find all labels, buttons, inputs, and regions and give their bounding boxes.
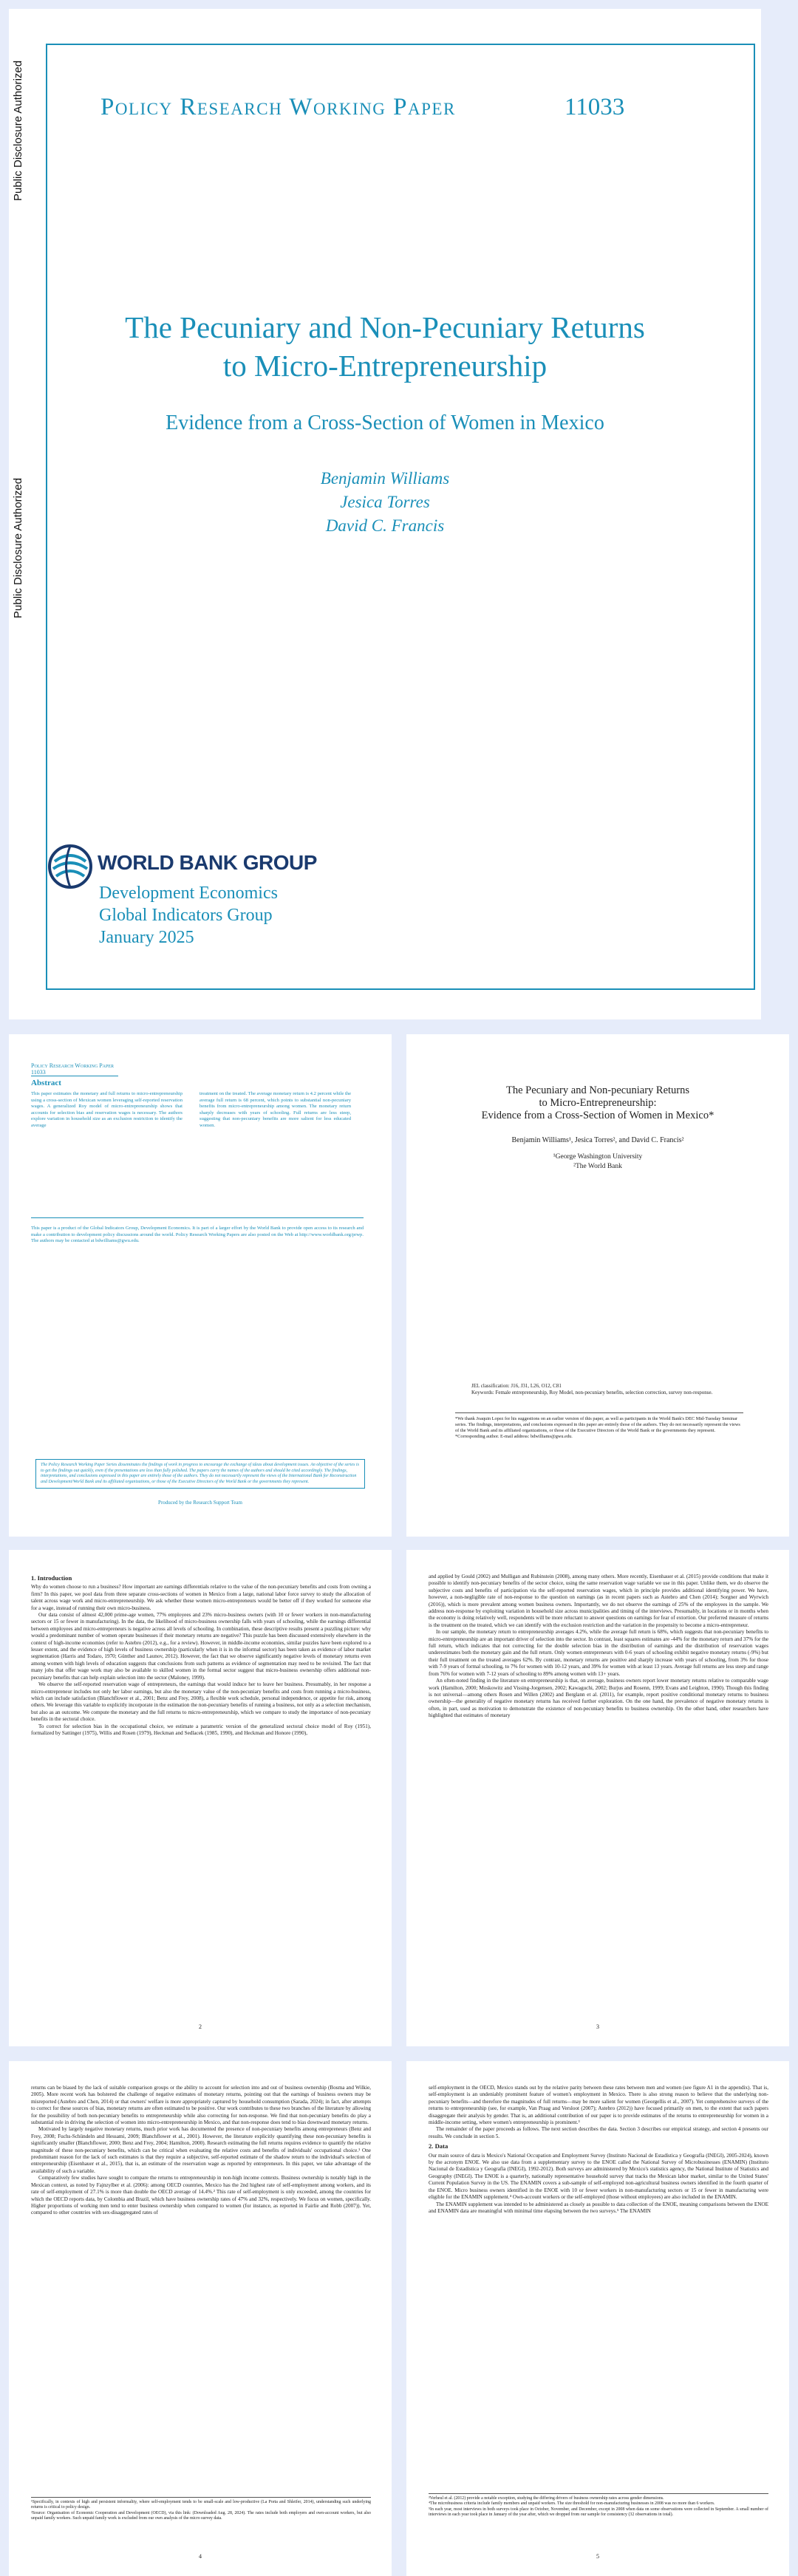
page-5-body xyxy=(429,2085,768,2215)
department-line-2: Global Indicators Group xyxy=(99,906,273,925)
footnote: ⁴The microbusiness criteria include family members and unpaid workers. The size threshold for non-manufacturing businesses in 2008 was no more than 6 workers. xyxy=(429,2501,715,2507)
page-4-footnotes xyxy=(31,2497,371,2522)
disclosure-label-top: Public Disclosure Authorized xyxy=(12,60,24,201)
cover-authors xyxy=(9,467,761,538)
paragraph: self-employment in the OECD, Mexico stands out by the relative parity between these rates between men and women (see figure A1 in the appendix). That is, self-employment is an undeniably prominent feature of women's employment in Mexico. There is also strong reason to believe that the underlying non-pecuniary benefits—and therefore the magnitudes of full returns—may be more salient for women (Georgellis et al., 2007). Yet comprehensive surveys of the returns to entrepreneurship (see, for example, Van Praag and Versloot (2007); Astebro (2012)) have focused primarily on men, to the extent that such papers disaggregate their analysis by gender. That is, an additional contribution of our paper is to provide estimates of the returns to entrepreneurship for women in a middle-income setting, where women's entrepreneurship is prominent.³ xyxy=(429,2085,768,2126)
paragraph: To correct for selection bias in the occupational choice, we estimate a parametric version of the generalized sectoral choice model of Roy (1951), formalized by Sattinger (1975), Willis and Rosen (1979), Heckman and Sedlacek (1985, 1990), and Heckman and Honore (1990), xyxy=(31,1723,371,1736)
cover-title xyxy=(9,308,761,385)
paragraph: The ENAMIN supplement was intended to be administered as closely as possible to data collection of the ENOE, meaning comparisons between the ENOE and ENAMIN data are meaningful with minimal time elapsing between the two surveys.⁵ The ENAMIN xyxy=(429,2201,768,2214)
paragraph: Motivated by largely negative monetary returns, much prior work has documented the presence of non-pecuniary benefits among entrepreneurs (Benz and Frey, 2008; Fuchs-Schündeln and Hessami, 2009; Blanchflower et al., 2001). However, the literature explicitly quantifying these non-pecuniary benefits is significantly smaller (Blanchflower, 2000; Benz and Frey, 2004; Hamilton, 2000). Research estimating the full returns requires evidence to quantify the relative magnitude of these non-pecuniary benefits, which can be critical when evaluating the relative costs and benefits of individuals' occupational choice.¹ One predominant reason for the lack of such estimates is that they require a subjective, self-reported estimate of the shadow return to the individual's selection of entrepreneurship (Eisenhauer et al., 2015), that is, an estimate of the reservation wage as reported by entrepreneurs. In this paper, we take advantage of the availability of such a variable. xyxy=(31,2126,371,2174)
paragraph: Why do women choose to run a business? How important are earnings differentials relative to the value of the non-pecuniary benefits and costs from owning a firm? In this paper, we pool data from three separate cross-sections of women in Mexico from a large, national labor force survey to study the allocation of talent across wage work and micro-entrepreneurship. We ask whether these women micro-entrepreneurs would be better off if they worked for someone else for a wage, instead of running their own micro-business. xyxy=(31,1584,371,1611)
paper-authors: Benjamin Williams¹, Jesica Torres², and David C. Francis² xyxy=(511,1136,684,1144)
page-3-body xyxy=(429,1574,768,1720)
author-1: Benjamin Williams xyxy=(320,469,450,488)
abstract-header: Policy Research Working Paper 11033 xyxy=(31,1062,118,1076)
page-2-body xyxy=(31,1574,371,1737)
paragraph: The remainder of the paper proceeds as follows. The next section describes the data. Section 3 describes our empirical strategy, and section 4 presents our results. We conclude in section 5. xyxy=(429,2126,768,2139)
title-footnotes xyxy=(455,1412,743,1440)
paragraph: We observe the self-reported reservation wage of entrepreneurs, the earnings that would induce her to leave her business. Presumably, in her response a micro-entrepreneur includes not only her labor earnings, but also the monetary value of the non-pecuniary benefits and costs from running a micro-business, which can include satisfaction (Blanchflower et al., 2001; Benz and Frey, 2008), a flexible work schedule, personal independence, or appetite for risk, among others. We leverage this variable to explicitly incorporate in the estimation the non-pecuniary benefits of running a business, not only as a selection mechanism, but also as an outcome. We compute the monetary and the full returns to micro-entrepreneurship, which we compare to study the importance of non-pecuniary benefits in the sectoral choice. xyxy=(31,1681,371,1723)
produced-by: Produced by the Research Support Team xyxy=(158,1500,242,1506)
affiliation-1: ¹George Washington University xyxy=(553,1153,643,1161)
paper-title-line1: The Pecuniary and Non-pecuniary Returns xyxy=(505,1084,690,1096)
paragraph: An often-noted finding in the literature on entrepreneurship is that, on average, business owners report lower monetary returns relative to comparable wage work (Hamilton, 2000; Moskowitz and Vissing-Jorgensen, 2002; Kawaguchi, 2002; Burjus and Rosenn, 1999; Evans and Leighton, 1990). Though this finding is not universal—among others Rosen and Willen (2002) and Berglann et al. (2011), for example, report positive conditional monetary returns to business ownership—the generality of negative monetary returns has received further exploration. On the one hand, the prevalence of negative monetary returns is often, in part, used as motivation to demonstrate the existence of non-pecuniary benefits to business ownership. On the other hand, other researchers have highlighted that estimates of monetary xyxy=(429,1678,768,1719)
paragraph: and applied by Gould (2002) and Mulligan and Rubinstein (2008), among many others. More recently, Eisenhauer et al. (2015) provide conditions that make it possible to identify non-pecuniary benefits of the sector choice, using the same reservation wage variable we use in this paper. Unlike them, we do observe the subjective costs and benefits of participation via the self-reported reservation wages, which in principle provides additional identifying power. We have, however, a non-negligible rate of non-response to the question on earnings (as in recent papers such as Astebro and Chen (2014); Sorgner and Wyrwich (2016)), which is more prevalent among women business owners. Importantly, we do not observe the earnings of 25% of the employees in the sample. We address non-response by exploiting variation in household size across municipalities and timing of the interviews. Presumably, in locations or in months when the economy is doing relatively well, respondents will be more reluctant to answer questions on earnings for fear of extortion. Our preferred measure of returns is the treatment on the treated, which we can identify with the exclusion restriction and the variation in the propensity to become a micro-entrepreneur. xyxy=(429,1574,768,1628)
cover-title-line1: The Pecuniary and Non-Pecuniary Returns xyxy=(125,310,645,344)
affiliations xyxy=(406,1152,789,1172)
cover-title-line2: to Micro-Entrepreneurship xyxy=(222,349,548,383)
affiliation-2: ²The World Bank xyxy=(573,1163,622,1170)
disclosure-label-bottom: Public Disclosure Authorized xyxy=(12,477,24,618)
disclaimer-box: The Policy Research Working Paper Series disseminates the findings of work in progress to encourage the exchange of ideas about development issues. An objective of the series is to get the findings out quickly, even if the presentations are less than fully polished. The papers carry the names of the authors and should be cited accordingly. The findings, interpretations, and conclusions expressed in this paper are entirely those of the authors. They do not necessarily represent the views of the International Bank for Reconstruction and Development/World Bank and its affiliated organizations, or those of the Executive Directors of the World Bank or the governments they represent. xyxy=(35,1459,365,1489)
date-line: January 2025 xyxy=(99,928,194,947)
title-page xyxy=(406,1034,789,1537)
paragraph: Our main source of data is Mexico's National Occupation and Employment Survey (Instituto Nacional de Estadística y Geografía (INEGI), 2005-2024), known by the acronym ENOE. We also use data from a supplementary survey to the ENOE called the National Survey of Microbusinesses (ENAMIN) (Instituto Nacional de Estadística y Geografía (INEGI), 1992-2012). Both surveys are administered by Mexico's statistics agency, the National Institute of Statistics and Geography (INEGI). The ENOE is a quarterly, nationally representative household survey that tracks the Mexican labor market, similar to the United States' Current Population Survey in the US. The ENAMIN covers a sub-sample of self-employed non-agricultural business owners identified in the fourth quarter of the ENOE. Micro business owners identified in the ENOE with 10 or fewer workers in non-manufacturing sectors or 15 or fewer in manufacturing were eligible for the ENAMIN supplement.⁴ Own-account workers or the self-employed (those without employees) are also included in the ENAMIN. xyxy=(429,2152,768,2201)
paragraph: In our sample, the monetary return to entrepreneurship averages 4.2%, while the average full return is 68%, which suggests that non-pecuniary benefits to micro-entrepreneurship are an important driver of selection into the sector. In contrast, least squares estimates are -44% for the monetary return and 37% for the full return, which indicates that not correcting for the double selection bias in the distribution of earnings and the distribution of reservation wages underestimates both the monetary gain and the full return. Only women entrepreneurs with 0-6 years of schooling exhibit negative monetary returns (-9%) but their full treatment on the treated averages 62%. By contrast, monetary returns are positive and sharply increase with years of schooling, from 3% for those with 7-9 years of formal schooling, to 7% for women with 10-12 years, and 39% for women with at least 13 years. Average full returns are less steep and range from 76% for women with 7-12 years of schooling to 89% among women with 13+ years. xyxy=(429,1629,768,1677)
footnote-corresponding: *Corresponding author. E-mail address: bdwilliams@gwu.edu. xyxy=(455,1434,573,1439)
abstract-column-2: treatment on the treated. The average monetary return is 4.2 percent while the average full return is 68 percent, which points to substantial non-pecuniary benefits from micro-entrepreneurship among women. The monetary return sharply decreases with years of schooling. Full returns are less steep, suggesting that non-pecuniary benefits are more salient for less educated women. xyxy=(200,1091,351,1128)
jel-keywords xyxy=(471,1383,730,1396)
department-line-1: Development Economics xyxy=(99,884,278,903)
keywords: Keywords: Female entrepreneurship, Roy Model, non-pecuniary benefits, selection correction, survey non-response. xyxy=(471,1390,713,1395)
department-block xyxy=(99,882,278,949)
page-number: 3 xyxy=(596,2023,599,2030)
page-5-footnotes xyxy=(429,2493,768,2518)
world-bank-logo-icon xyxy=(47,844,93,889)
section-heading-introduction: 1. Introduction xyxy=(31,1574,72,1582)
cover-page xyxy=(9,9,761,1019)
author-3: David C. Francis xyxy=(325,516,445,535)
abstract-page xyxy=(9,1034,392,1537)
paragraph: Our data consist of almost 42,000 prime-age women, 77% employees and 23% micro-business owners (with 10 or fewer workers in non-manufacturing sectors or 15 or fewer in manufacturing). In the data, the likelihood of micro-business ownership falls with years of schooling, while the earnings differential between employees and micro-entrepreneurs is negative across all levels of schooling. In combination, these descriptive results present a puzzling picture: why would a predominant number of women operate businesses if their monetary returns are negative? This puzzle has been discussed extensively elsewhere in the context of high-income economies (refer to Astebro (2012), e.g., for a review). However, in middle-income economies, similar puzzles have been explored to a lesser extent, and the evidence of high levels of business ownership (particularly when it is in the informal sector) has been taken as evidence of labor market segmentation (Harris and Todaro, 1970; Günther and Launov, 2012). However, the fact that we observe significantly negative levels of monetary returns even among women with high levels of education suggests that conclusions from such patterns as evidence of segmentation may need to be revisited. The fact that many jobs that offer wage work may also be available to skilled women in the formal sector suggest that micro-business ownership offers additional non-pecuniary benefits that can help explain selection into the sector (Maloney, 1999). xyxy=(31,1612,371,1681)
page-5 xyxy=(406,2061,789,2576)
paragraph: returns can be biased by the lack of suitable comparison groups or the ability to account for selection into and out of business ownership (Bosma and Wilkie, 2005). More recent work has bolstered the challenge of negative estimates of monetary returns, pointing out that the earnings of business owners may be misreported (Astebro and Chen, 2014) or that owners' welfare is more appropriately captured by household consumption (Sarada, 2024); in fact, after attempts to correct for these sources of bias, monetary returns are often estimated to be positive. Our work contributes to these two branches of the literature by allowing for the possibility of both non-pecuniary benefits to entrepreneurship while also correcting for non-response. We find that non-pecuniary benefits do play a substantial role in driving the selection of women into micro-entrepreneurship in Mexico, and that non-response does tend to bias downward monetary returns. xyxy=(31,2085,371,2126)
paper-number: 11033 xyxy=(565,94,625,120)
cover-subtitle: Evidence from a Cross-Section of Women in Mexico xyxy=(166,411,604,434)
footnote: ³Verheul et al. (2012) provide a notable exception, studying the differing drivers of business ownership rates across gender dimensions. xyxy=(429,2496,664,2501)
page-number: 5 xyxy=(596,2553,599,2560)
paper-title-line3: Evidence from a Cross-Section of Women in Mexico* xyxy=(481,1110,715,1121)
jel-classification: JEL classification: J16, J31, L26, O12, C81 xyxy=(471,1383,562,1389)
page-number: 4 xyxy=(199,2553,202,2560)
abstract-column-1: This paper estimates the monetary and full returns to micro-entrepreneurship using a cross-section of Mexican women leveraging self-reported reservation wages. A generalized Roy model of micro-entrepreneurship shows that accounts for selection bias and reservation wages is necessary. The authors explore variation in household size as an exclusion restriction to identify the average xyxy=(31,1091,183,1128)
footnote: ²Source: Organisation of Economic Cooperation and Development (OECD), via this link: (Downloaded Aug. 28, 2024). The rates include both employers and own-account workers, but also unpaid family workers. Such unpaid family work is excluded from our own analysis of the micro survey data. xyxy=(31,2510,371,2521)
page-4 xyxy=(9,2061,392,2576)
page-3 xyxy=(406,1550,789,2046)
page-number: 2 xyxy=(199,2023,202,2030)
footnote: ⁵In each year, most interviews in both surveys took place in October, November, and December, except in 2008 when data on some observations were collected in September. A small number of interviews in each year took place in January of the year after, which we dropped from our sample for consistency (32 observations in total). xyxy=(429,2507,768,2518)
author-2: Jesica Torres xyxy=(340,493,430,511)
org-name: WORLD BANK GROUP xyxy=(98,851,317,874)
footnote: ¹Specifically, in contexts of high and persistent informality, where self-employment tends to be small-scale and low-productive (La Porta and Shleifer, 2014), understanding such underlying returns is critical to policy design. xyxy=(31,2500,371,2510)
paper-title-line2: to Micro-Entrepreneurship: xyxy=(539,1097,657,1109)
series-title: Policy Research Working Paper xyxy=(100,94,456,120)
paper-title xyxy=(406,1084,789,1122)
paragraph: Comparatively few studies have sought to compare the returns to entrepreneurship in non-high income contexts. Business ownership is notably high in the Mexican context, as noted by Fajnzylber et al. (2006): among OECD countries, Mexico has the 2nd highest rate of self-employment among workers, and its rate of self-employment of 27.1% is more than double the OECD average of 14.4%.² This rate of self-employment is only exceeded, among the countries for which the OECD reports data, by Colombia and Brazil, which have business ownership rates of 47% and 32%, respectively. We focus on women, specifically. Higher proportions of working men tend to enter business ownership when compared to women (for instance, as reported in Fairlie and Robb (2007)). Yet, compared to other countries with sex-disaggregated rates of xyxy=(31,2175,371,2216)
page-2 xyxy=(9,1550,392,2046)
abstract-heading: Abstract xyxy=(31,1079,61,1087)
section-heading-data: 2. Data xyxy=(429,2142,449,2150)
abstract-note: This paper is a product of the Global Indicators Group, Development Economics. It is part of a larger effort by the World Bank to provide open access to its research and make a contribution to development policy discussions around the world. Policy Research Working Papers are also posted on the Web at http://www.worldbank.org/prwp. The authors may be contacted at bdwilliams@gwu.edu. xyxy=(31,1217,364,1245)
footnote-acknowledgement: *We thank Joaquin Lopez for his suggestions on an earlier version of this paper, as well as participants in the World Bank's DEC Mid-Tuesday Seminar series. The findings, interpretations, and conclusions expressed in this paper are entirely those of the authors. They do not necessarily represent the views of the World Bank and its affiliated organizations, or those of the Executive Directors of the World Bank or the governments they represent. xyxy=(455,1416,740,1433)
page-4-body xyxy=(31,2085,371,2217)
